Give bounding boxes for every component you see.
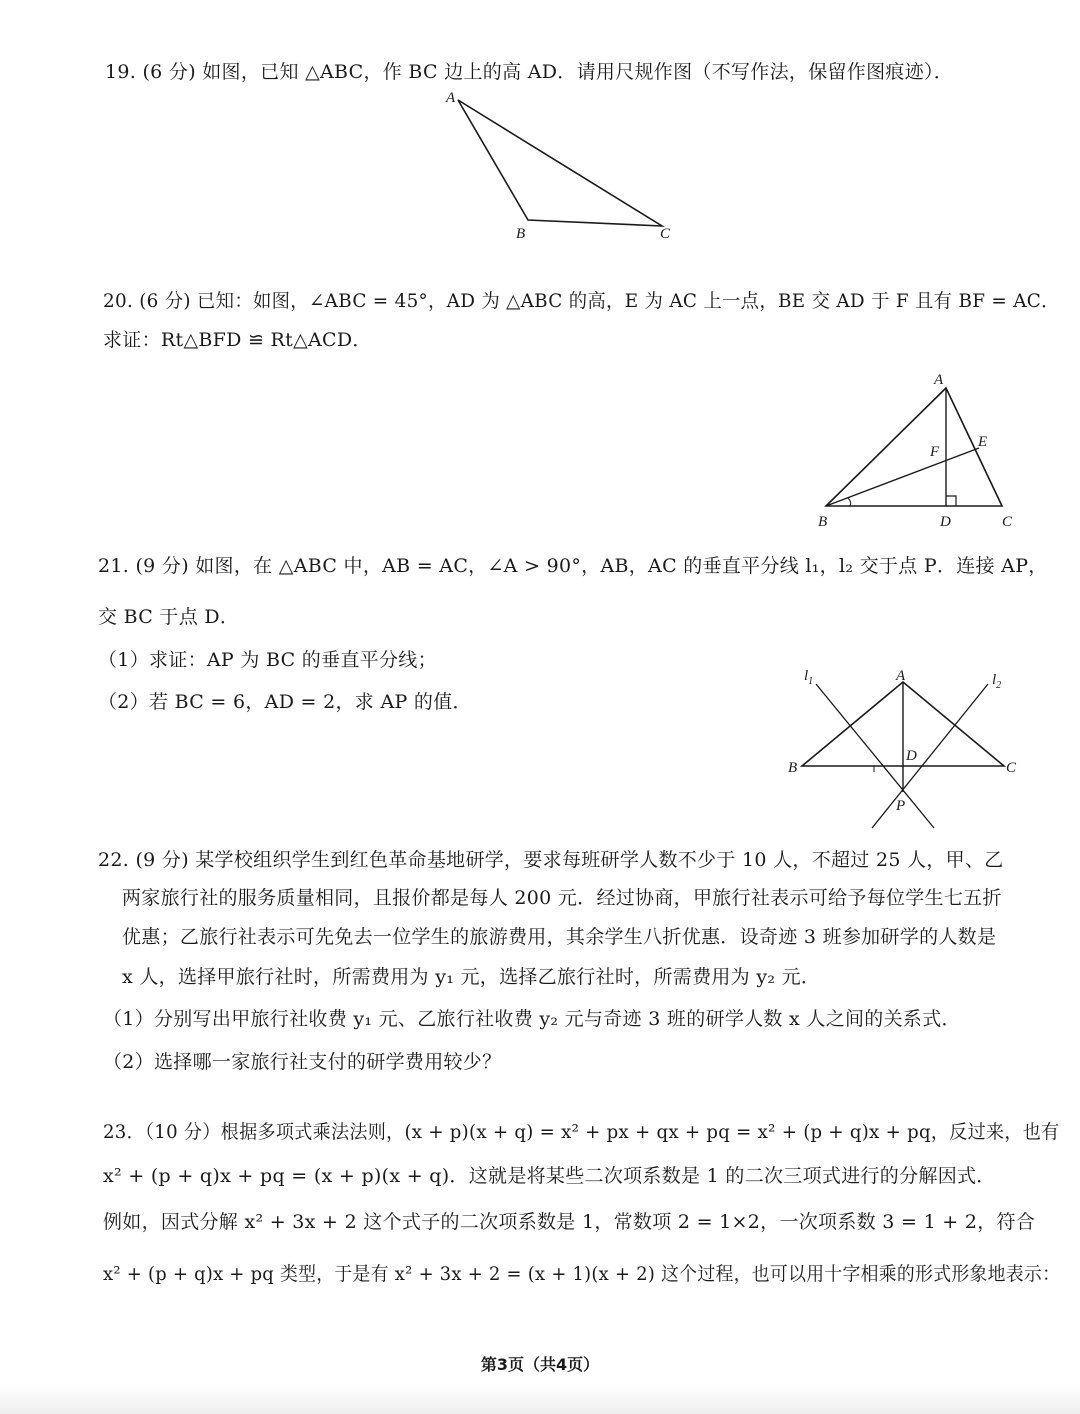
- label-l1: [804, 668, 813, 687]
- q20-triangle-figure: [812, 368, 1042, 538]
- q22-line2: 两家旅行社的服务质量相同，且报价都是每人 200 元．经过协商，甲旅行社表示可给予每位学生七五折: [122, 887, 1002, 909]
- q20-line1: 20. (6 分) 已知：如图，∠ABC = 45°，AD 为 △ABC 的高，E 为 AC 上一点，BE 交 AD 于 F 且有 BF = AC．: [103, 290, 1060, 312]
- label-a: A: [896, 668, 906, 684]
- q23-line4: x² + (p + q)x + pq 类型，于是有 x² + 3x + 2 = (x + 1)(x + 2) 这个过程，也可以用十字相乘的形式形象地表示：: [103, 1263, 1061, 1285]
- label-c: C: [1006, 760, 1017, 776]
- right-angle-mark: [946, 496, 956, 506]
- q22-line4: x 人，选择甲旅行社时，所需费用为 y₁ 元，选择乙旅行社时，所需费用为 y₂ 元．: [122, 966, 821, 988]
- label-d: D: [906, 748, 917, 764]
- label-l1-letter: l: [804, 668, 809, 684]
- label-b: B: [516, 226, 526, 242]
- q19-triangle-figure: [440, 88, 680, 248]
- q19-line1: 19. (6 分) 如图，已知 △ABC，作 BC 边上的高 AD．请用尺规作图（不写作法，保留作图痕迹）．: [105, 61, 954, 83]
- angle-mark: [848, 498, 851, 506]
- label-b: B: [788, 760, 798, 776]
- triangle-abc: [826, 388, 1002, 506]
- q21-line1: 21. (9 分) 如图，在 △ABC 中，AB = AC，∠A > 90°，AB，AC 的垂直平分线 l₁，l₂ 交于点 P．连接 AP，: [98, 555, 1048, 577]
- label-a: A: [446, 90, 456, 106]
- q23-line2: x² + (p + q)x + pq = (x + p)(x + q)．这就是将某些二次项系数是 1 的二次三项式进行的分解因式．: [103, 1165, 996, 1187]
- q23-line3: 例如，因式分解 x² + 3x + 2 这个式子的二次项系数是 1，常数项 2 = 1×2，一次项系数 3 = 1 + 2，符合: [103, 1211, 1036, 1233]
- right-angle-mark: [874, 766, 880, 772]
- label-p: P: [896, 798, 906, 814]
- label-e: E: [978, 434, 988, 450]
- q23-line1: 23．（10 分）根据多项式乘法法则，(x + p)(x + q) = x² + px + qx + pq = x² + (p + q)x + pq，反过来，也有: [103, 1121, 1060, 1143]
- label-b: B: [818, 514, 828, 530]
- label-d: D: [940, 514, 951, 530]
- label-f: F: [930, 444, 940, 460]
- triangle-abc: [458, 100, 662, 226]
- label-l2-letter: l: [992, 672, 997, 688]
- label-l2: [992, 672, 1001, 691]
- q21-line2: 交 BC 于点 D．: [98, 606, 240, 628]
- label-c: C: [660, 226, 671, 242]
- q22-line1: 22. (9 分) 某学校组织学生到红色革命基地研学，要求每班研学人数不少于 10 人，不超过 25 人，甲、乙: [98, 849, 1004, 871]
- page-edge: [0, 1384, 1080, 1414]
- label-a: A: [934, 372, 944, 388]
- label-l1-subscript: 1: [808, 676, 814, 687]
- q22-part2: （2）选择哪一家旅行社支付的研学费用较少？: [103, 1051, 502, 1073]
- q21-part2: （2）若 BC = 6，AD = 2，求 AP 的值．: [98, 691, 472, 713]
- q22-part1: （1）分别写出甲旅行社收费 y₁ 元、乙旅行社收费 y₂ 元与奇迹 3 班的研学人数 x 人之间的关系式．: [103, 1008, 961, 1030]
- page-footer: 第3页（共4页）: [480, 1355, 600, 1374]
- q20-line2: 求证：Rt△BFD ≌ Rt△ACD．: [103, 329, 372, 351]
- q21-part1: （1）求证：AP 为 BC 的垂直平分线；: [98, 649, 437, 671]
- label-l2-subscript: 2: [996, 680, 1002, 691]
- line-l2: [872, 684, 988, 828]
- label-c: C: [1002, 514, 1013, 530]
- q22-line3: 优惠；乙旅行社表示可先免去一位学生的旅游费用，其余学生八折优惠．设奇迹 3 班参加研学的人数是: [122, 926, 997, 948]
- q21-perpendicular-bisector-figure: [780, 662, 1030, 832]
